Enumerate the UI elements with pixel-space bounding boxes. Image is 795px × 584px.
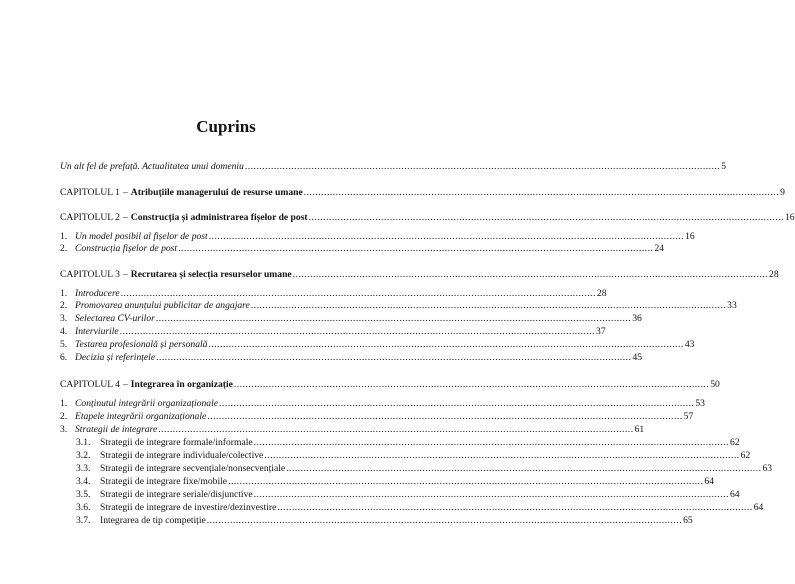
entry-number: 1. <box>60 231 68 242</box>
page-number: 57 <box>683 411 694 422</box>
dot-leader <box>293 269 768 281</box>
toc-entry <box>76 476 715 488</box>
entry-number: 3. <box>60 313 68 324</box>
entry-number: 3.2. <box>76 450 91 461</box>
toc-entry <box>60 339 695 351</box>
entry-number: 3.5. <box>76 489 91 500</box>
toc-entry <box>60 288 607 300</box>
page-number: 64 <box>704 476 715 487</box>
entry-title: Introducere <box>75 288 120 299</box>
page-number: 33 <box>727 300 737 311</box>
chapter-separator: – <box>122 269 128 280</box>
entry-number: 5. <box>60 339 68 350</box>
entry-title: Decizia și referințele <box>75 352 156 363</box>
toc-entry <box>76 463 773 475</box>
toc-entry <box>60 300 737 312</box>
entry-number: 2. <box>60 243 68 254</box>
toc-entry <box>60 231 695 243</box>
toc-entry <box>60 326 606 338</box>
entry-title: Strategii de integrare de investire/dezinvestire <box>100 502 277 513</box>
entry-title: Strategii de integrare individuale/colective <box>100 450 264 461</box>
chapter-separator: – <box>122 187 128 198</box>
page-number: 28 <box>596 288 607 299</box>
entry-title: Promovarea anunțului publicitar de angajare <box>75 300 250 311</box>
chapter-label: CAPITOLUL 3 <box>60 269 120 280</box>
page-number: 43 <box>684 339 695 350</box>
entry-number: 2. <box>60 300 68 311</box>
toc-entry <box>60 243 665 255</box>
toc-entry <box>60 398 705 410</box>
toc-entry <box>60 424 645 436</box>
chapter-title: Construcția și administrarea fișelor de post <box>130 212 308 223</box>
entry-number: 3.7. <box>76 515 91 526</box>
entry-number: 3.1. <box>76 437 91 448</box>
chapter-label: CAPITOLUL 1 <box>60 187 120 198</box>
chapter-title: Integrarea în organizație <box>130 379 233 390</box>
dot-leader <box>156 313 631 325</box>
page-number: 64 <box>730 489 740 500</box>
page-number: 64 <box>753 502 764 513</box>
toc-entry <box>76 437 740 449</box>
dot-leader <box>121 288 596 300</box>
dot-leader <box>309 212 784 224</box>
chapter-separator: – <box>122 212 128 223</box>
toc-entry <box>76 489 740 501</box>
entry-number: 3.4. <box>76 476 91 487</box>
entry-number: 4. <box>60 326 68 337</box>
toc-entry <box>60 269 779 281</box>
entry-title: Etapele integrării organizaționale <box>75 411 207 422</box>
chapter-title: Atribuțiile managerului de resurse umane <box>130 187 303 198</box>
dot-leader <box>120 326 595 338</box>
dot-leader <box>245 161 720 173</box>
chapter-separator: – <box>122 379 128 390</box>
page-number: 5 <box>721 161 726 172</box>
entry-title: Conținutul integrării organizaționale <box>75 398 219 409</box>
dot-leader <box>254 489 729 501</box>
dot-leader <box>209 231 684 243</box>
page-number: 61 <box>634 424 645 435</box>
entry-title: Un alt fel de prefață. Actualitatea unui domeniu <box>60 161 244 172</box>
entry-number: 3.3. <box>76 463 91 474</box>
page-number: 65 <box>683 515 693 526</box>
page-number: 37 <box>596 326 606 337</box>
dot-leader <box>304 187 779 199</box>
page-number: 36 <box>632 313 642 324</box>
entry-title: Selectarea CV-urilor <box>75 313 155 324</box>
entry-title: Testarea profesională și personală <box>75 339 208 350</box>
entry-title: Interviurile <box>75 326 119 337</box>
dot-leader <box>207 515 682 527</box>
entry-number: 3. <box>60 424 68 435</box>
entry-title: Strategii de integrare seriale/disjunctive <box>100 489 253 500</box>
toc-entry <box>60 379 720 391</box>
entry-number: 3.6. <box>76 502 91 513</box>
page-number: 62 <box>740 450 751 461</box>
dot-leader <box>251 300 726 312</box>
entry-title: Strategii de integrare secvențiale/nonsecvențiale <box>100 463 286 474</box>
page-number: 24 <box>654 243 665 254</box>
entry-number: 1. <box>60 288 68 299</box>
entry-number: 6. <box>60 352 68 363</box>
dot-leader <box>207 411 682 423</box>
dot-leader <box>156 352 631 364</box>
toc-entry <box>76 502 764 514</box>
entry-title: Construcția fișelor de post <box>75 243 178 254</box>
toc-entry <box>60 352 643 364</box>
toc-entry <box>60 187 785 199</box>
page-number: 28 <box>769 269 779 280</box>
entry-number: 1. <box>60 398 68 409</box>
entry-title: Strategii de integrare fixe/mobile <box>100 476 228 487</box>
page-number: 62 <box>729 437 740 448</box>
page-title: Cuprins <box>196 117 256 136</box>
page-number: 45 <box>632 352 643 363</box>
chapter-label: CAPITOLUL 4 <box>60 379 120 390</box>
toc-entry <box>76 515 693 527</box>
page-number: 9 <box>780 187 785 198</box>
dot-leader <box>254 437 729 449</box>
dot-leader <box>178 243 653 255</box>
dot-leader <box>234 379 709 391</box>
dot-leader <box>208 339 683 351</box>
dot-leader <box>219 398 694 410</box>
entry-title: Strategii de integrare <box>75 424 158 435</box>
page-number: 53 <box>695 398 705 409</box>
page-number: 50 <box>710 379 720 390</box>
toc-entry <box>60 161 726 173</box>
dot-leader <box>228 476 703 488</box>
dot-leader <box>277 502 752 514</box>
entry-title: Un model posibil al fișelor de post <box>75 231 208 242</box>
dot-leader <box>286 463 761 475</box>
toc-entry <box>76 450 751 462</box>
toc-entry <box>60 411 694 423</box>
page-number: 63 <box>762 463 773 474</box>
entry-title: Strategii de integrare formale/informale <box>100 437 253 448</box>
toc-entry <box>60 313 642 325</box>
chapter-label: CAPITOLUL 2 <box>60 212 120 223</box>
page-number: 16 <box>784 212 795 223</box>
toc-entry <box>60 212 795 224</box>
dot-leader <box>264 450 739 462</box>
dot-leader <box>158 424 633 436</box>
entry-number: 2. <box>60 411 68 422</box>
page-number: 16 <box>685 231 695 242</box>
chapter-title: Recrutarea și selecția resurselor umane <box>130 269 292 280</box>
entry-title: Integrarea de tip competiție <box>100 515 206 526</box>
